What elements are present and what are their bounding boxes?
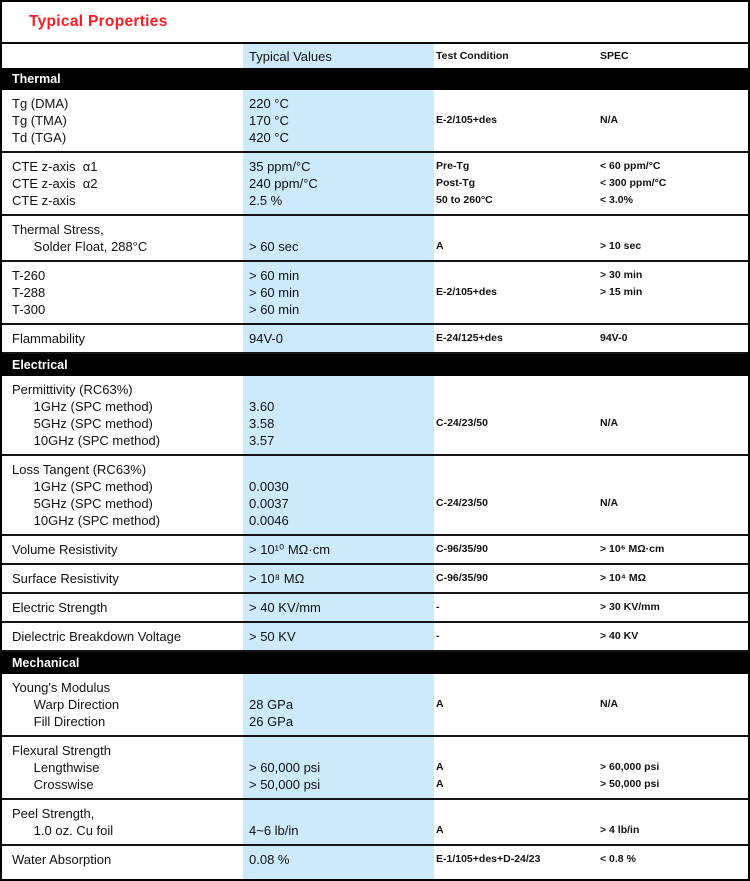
spec-cell: [598, 805, 748, 839]
test-condition-cell-line: [434, 805, 598, 822]
typical-value-cell: [243, 267, 434, 318]
property-cell-line: Solder Float, 288°C: [12, 239, 148, 254]
test-condition-cell-line: -: [436, 630, 440, 642]
property-cell-line: 5GHz (SPC method): [12, 496, 153, 511]
column-header-spec: SPEC: [600, 50, 629, 62]
test-condition-cell: [434, 628, 598, 645]
property-cell-line: Peel Strength,: [12, 806, 95, 821]
row-peel-strength: [2, 800, 748, 846]
property-cell-line: Crosswise: [12, 777, 94, 792]
spec-cell-line: [598, 512, 748, 529]
test-condition-cell-line: [434, 461, 598, 478]
typical-value-cell: [243, 805, 434, 839]
property-cell: [2, 679, 243, 730]
column-header-test-condition: Test Condition: [436, 50, 509, 62]
property-cell-line: Thermal Stress,: [12, 222, 104, 237]
typical-value-cell-line: > 60,000 psi: [249, 760, 321, 775]
spec-cell-line: > 4 lb/in: [600, 824, 640, 836]
test-condition-cell: [434, 330, 598, 347]
row-thermal-stress: [2, 216, 748, 262]
typical-value-cell-line: 28 GPa: [249, 697, 294, 712]
row-loss-tangent-rc63: [2, 456, 748, 536]
typical-value-cell: [243, 742, 434, 793]
test-condition-cell-line: [434, 129, 598, 146]
property-cell-line: CTE z-axis: [12, 193, 76, 208]
typical-value-cell: [243, 221, 434, 255]
property-cell-line: 5GHz (SPC method): [12, 416, 153, 431]
test-condition-cell-line: [434, 267, 598, 284]
typical-value-cell-line: 0.08 %: [249, 852, 290, 867]
typical-value-cell: [243, 851, 434, 868]
property-cell: [2, 851, 243, 868]
spec-cell-line: > 15 min: [600, 286, 643, 298]
spec-cell-line: > 50,000 psi: [600, 778, 660, 790]
test-condition-cell: [434, 158, 598, 209]
property-cell: [2, 158, 243, 209]
row-cte-z-axis-1: [2, 153, 748, 216]
property-cell: [2, 381, 243, 449]
typical-value-cell: [243, 461, 434, 529]
typical-value-cell-line: [243, 805, 434, 822]
spec-cell-line: 94V-0: [600, 332, 628, 344]
typical-value-cell: [243, 599, 434, 616]
property-cell: [2, 541, 243, 558]
row-water-absorption: [2, 846, 748, 873]
test-condition-cell-line: C-24/23/50: [436, 497, 488, 509]
spec-cell-line: [598, 805, 748, 822]
property-cell-line: Water Absorption: [12, 852, 112, 867]
property-cell-line: CTE z-axis α2: [12, 176, 98, 191]
test-condition-cell-line: [434, 742, 598, 759]
typical-value-cell-line: > 60 min: [249, 268, 300, 283]
property-cell-line: 10GHz (SPC method): [12, 513, 161, 528]
spec-cell-line: > 10⁴ MΩ: [600, 572, 647, 584]
spec-cell: [598, 158, 748, 209]
spec-cell-line: [598, 221, 748, 238]
spec-cell: [598, 628, 748, 645]
spec-cell-line: < 60 ppm/°C: [600, 160, 661, 172]
property-cell-line: Flexural Strength: [12, 743, 111, 758]
property-cell: [2, 805, 243, 839]
test-condition-cell: [434, 221, 598, 255]
property-cell: [2, 95, 243, 146]
spec-cell-line: N/A: [600, 114, 619, 126]
typical-value-cell-line: 94V-0: [249, 331, 283, 346]
typical-value-cell: [243, 158, 434, 209]
spec-cell-line: [598, 679, 748, 696]
test-condition-cell: [434, 541, 598, 558]
test-condition-cell-line: [434, 221, 598, 238]
spec-cell: [598, 381, 748, 449]
spec-cell-line: [598, 742, 748, 759]
row-flexural-strength: [2, 737, 748, 800]
column-header-row: [2, 44, 748, 68]
page-title: Typical Properties: [29, 13, 168, 30]
typical-value-cell-line: 0.0046: [249, 513, 289, 528]
property-cell-line: Flammability: [12, 331, 85, 346]
property-cell: [2, 221, 243, 255]
typical-value-cell-line: 0.0037: [249, 496, 289, 511]
spec-cell-line: < 3.0%: [600, 194, 633, 206]
test-condition-cell: [434, 851, 598, 868]
spec-cell-line: [598, 432, 748, 449]
spec-cell-line: N/A: [600, 497, 619, 509]
property-cell-line: Tg (TMA): [12, 113, 67, 128]
test-condition-cell: [434, 95, 598, 146]
spec-cell: [598, 851, 748, 868]
test-condition-cell: [434, 381, 598, 449]
row-dielectric-breakdown-voltage: [2, 623, 748, 652]
test-condition-cell-line: [434, 478, 598, 495]
spec-cell-line: > 30 min: [600, 269, 643, 281]
test-condition-cell: [434, 267, 598, 318]
row-t-260: [2, 262, 748, 325]
property-cell-line: Tg (DMA): [12, 96, 69, 111]
spec-cell-line: N/A: [600, 698, 619, 710]
property-cell: [2, 742, 243, 793]
spec-cell-line: [598, 129, 748, 146]
property-cell-line: Loss Tangent (RC63%): [12, 462, 147, 477]
typical-value-cell-line: 420 °C: [249, 130, 289, 145]
property-cell: [2, 628, 243, 645]
test-condition-cell-line: [434, 713, 598, 730]
row-volume-resistivity: [2, 536, 748, 565]
table-content: [2, 2, 748, 873]
property-cell-line: Volume Resistivity: [12, 542, 118, 557]
spec-cell-line: < 0.8 %: [600, 853, 636, 865]
typical-value-cell-line: 2.5 %: [249, 193, 283, 208]
row-flammability: [2, 325, 748, 354]
typical-value-cell-line: 4~6 lb/in: [249, 823, 299, 838]
row-young-s-modulus: [2, 674, 748, 737]
test-condition-cell-line: [434, 512, 598, 529]
section-bar-thermal: Thermal: [2, 68, 748, 90]
property-cell: [2, 599, 243, 616]
test-condition-cell-line: 50 to 260°C: [436, 194, 493, 206]
typical-value-cell: [243, 381, 434, 449]
spec-cell-line: [598, 478, 748, 495]
property-cell-line: Td (TGA): [12, 130, 67, 145]
column-header-typical-values: Typical Values: [249, 48, 332, 64]
test-condition-cell-line: E-1/105+des+D-24/23: [436, 853, 541, 865]
spec-cell: [598, 95, 748, 146]
property-cell-line: T-300: [12, 302, 46, 317]
spec-cell: [598, 541, 748, 558]
typical-value-cell-line: 240 ppm/°C: [249, 176, 318, 191]
typical-value-cell-line: [243, 742, 434, 759]
typical-value-cell: [243, 570, 434, 587]
spec-cell-line: < 300 ppm/°C: [600, 177, 667, 189]
spec-cell-line: [598, 398, 748, 415]
test-condition-cell: [434, 461, 598, 529]
spec-cell: [598, 679, 748, 730]
test-condition-cell: [434, 570, 598, 587]
test-condition-cell-line: C-24/23/50: [436, 417, 488, 429]
typical-value-cell-line: > 50,000 psi: [249, 777, 321, 792]
typical-value-cell-line: > 10⁸ MΩ: [249, 571, 305, 586]
spec-cell-line: [598, 713, 748, 730]
property-cell-line: 10GHz (SPC method): [12, 433, 161, 448]
test-condition-cell-line: C-96/35/90: [436, 572, 488, 584]
typical-value-cell-line: > 60 min: [249, 302, 300, 317]
test-condition-cell-line: A: [436, 824, 444, 836]
typical-value-cell-line: > 60 sec: [249, 239, 299, 254]
test-condition-cell-line: A: [436, 698, 444, 710]
property-cell-line: CTE z-axis α1: [12, 159, 98, 174]
spec-cell-line: > 10⁶ MΩ·cm: [600, 543, 665, 555]
spec-cell-line: [598, 95, 748, 112]
test-condition-cell-line: E-24/125+des: [436, 332, 503, 344]
property-cell-line: 1.0 oz. Cu foil: [12, 823, 114, 838]
spec-cell: [598, 461, 748, 529]
test-condition-cell-line: A: [436, 240, 444, 252]
property-cell: [2, 267, 243, 318]
property-cell-line: Dielectric Breakdown Voltage: [12, 629, 182, 644]
row-tg-dma: [2, 90, 748, 153]
test-condition-cell-line: [434, 432, 598, 449]
typical-value-cell: [243, 679, 434, 730]
typical-value-cell-line: > 40 KV/mm: [249, 600, 321, 615]
spec-cell-line: > 40 KV: [600, 630, 639, 642]
typical-value-cell: [243, 541, 434, 558]
test-condition-cell-line: A: [436, 778, 444, 790]
section-bar-electrical: Electrical: [2, 354, 748, 376]
test-condition-cell-line: Post-Tg: [436, 177, 476, 189]
test-condition-cell-line: A: [436, 761, 444, 773]
test-condition-cell-line: Pre-Tg: [436, 160, 470, 172]
spec-cell: [598, 599, 748, 616]
property-cell-line: Fill Direction: [12, 714, 106, 729]
spec-cell-line: [598, 301, 748, 318]
test-condition-cell-line: C-96/35/90: [436, 543, 488, 555]
row-permittivity-rc63: [2, 376, 748, 456]
row-surface-resistivity: [2, 565, 748, 594]
typical-value-cell-line: [243, 461, 434, 478]
typical-value-cell-line: 220 °C: [249, 96, 289, 111]
typical-value-cell: [243, 95, 434, 146]
property-cell-line: Warp Direction: [12, 697, 120, 712]
spec-cell-line: > 30 KV/mm: [600, 601, 660, 613]
test-condition-cell-line: [434, 381, 598, 398]
property-cell: [2, 570, 243, 587]
spec-cell: [598, 330, 748, 347]
typical-value-cell-line: > 10¹⁰ MΩ·cm: [249, 542, 331, 557]
typical-value-cell-line: 35 ppm/°C: [249, 159, 311, 174]
typical-value-cell-line: 26 GPa: [249, 714, 294, 729]
typical-value-cell-line: 0.0030: [249, 479, 289, 494]
spec-cell: [598, 267, 748, 318]
property-cell-line: Young's Modulus: [12, 680, 111, 695]
test-condition-cell-line: -: [436, 601, 440, 613]
typical-value-cell-line: 3.58: [249, 416, 275, 431]
spec-cell: [598, 742, 748, 793]
property-cell-line: Electric Strength: [12, 600, 108, 615]
typical-value-cell-line: [243, 381, 434, 398]
property-cell-line: Permittivity (RC63%): [12, 382, 133, 397]
typical-value-cell-line: > 60 min: [249, 285, 300, 300]
test-condition-cell-line: [434, 679, 598, 696]
test-condition-cell-line: E-2/105+des: [436, 286, 498, 298]
test-condition-cell-line: [434, 95, 598, 112]
title-row: [2, 2, 748, 44]
property-cell-line: T-260: [12, 268, 46, 283]
property-cell-line: Lengthwise: [12, 760, 100, 775]
test-condition-cell-line: [434, 301, 598, 318]
spec-cell-line: [598, 381, 748, 398]
row-electric-strength: [2, 594, 748, 623]
typical-value-cell-line: [243, 679, 434, 696]
test-condition-cell: [434, 742, 598, 793]
spec-cell: [598, 570, 748, 587]
typical-value-cell: [243, 330, 434, 347]
typical-value-cell-line: [243, 221, 434, 238]
typical-value-cell-line: > 50 KV: [249, 629, 296, 644]
section-bar-mechanical: Mechanical: [2, 652, 748, 674]
test-condition-cell-line: E-2/105+des: [436, 114, 498, 126]
typical-value-cell-line: 3.57: [249, 433, 275, 448]
test-condition-cell-line: [434, 398, 598, 415]
typical-value-cell: [243, 628, 434, 645]
property-cell-line: T-288: [12, 285, 46, 300]
spec-cell-line: > 60,000 psi: [600, 761, 660, 773]
property-cell-line: 1GHz (SPC method): [12, 399, 153, 414]
spec-cell-line: > 10 sec: [600, 240, 642, 252]
typical-value-cell-line: 3.60: [249, 399, 275, 414]
spec-cell: [598, 221, 748, 255]
property-cell-line: Surface Resistivity: [12, 571, 119, 586]
property-cell: [2, 330, 243, 347]
typical-value-cell-line: 170 °C: [249, 113, 289, 128]
table-body: [2, 68, 748, 873]
property-cell-line: 1GHz (SPC method): [12, 479, 153, 494]
property-cell: [2, 461, 243, 529]
spec-cell-line: N/A: [600, 417, 619, 429]
test-condition-cell: [434, 679, 598, 730]
spec-cell-line: [598, 461, 748, 478]
test-condition-cell: [434, 599, 598, 616]
test-condition-cell: [434, 805, 598, 839]
